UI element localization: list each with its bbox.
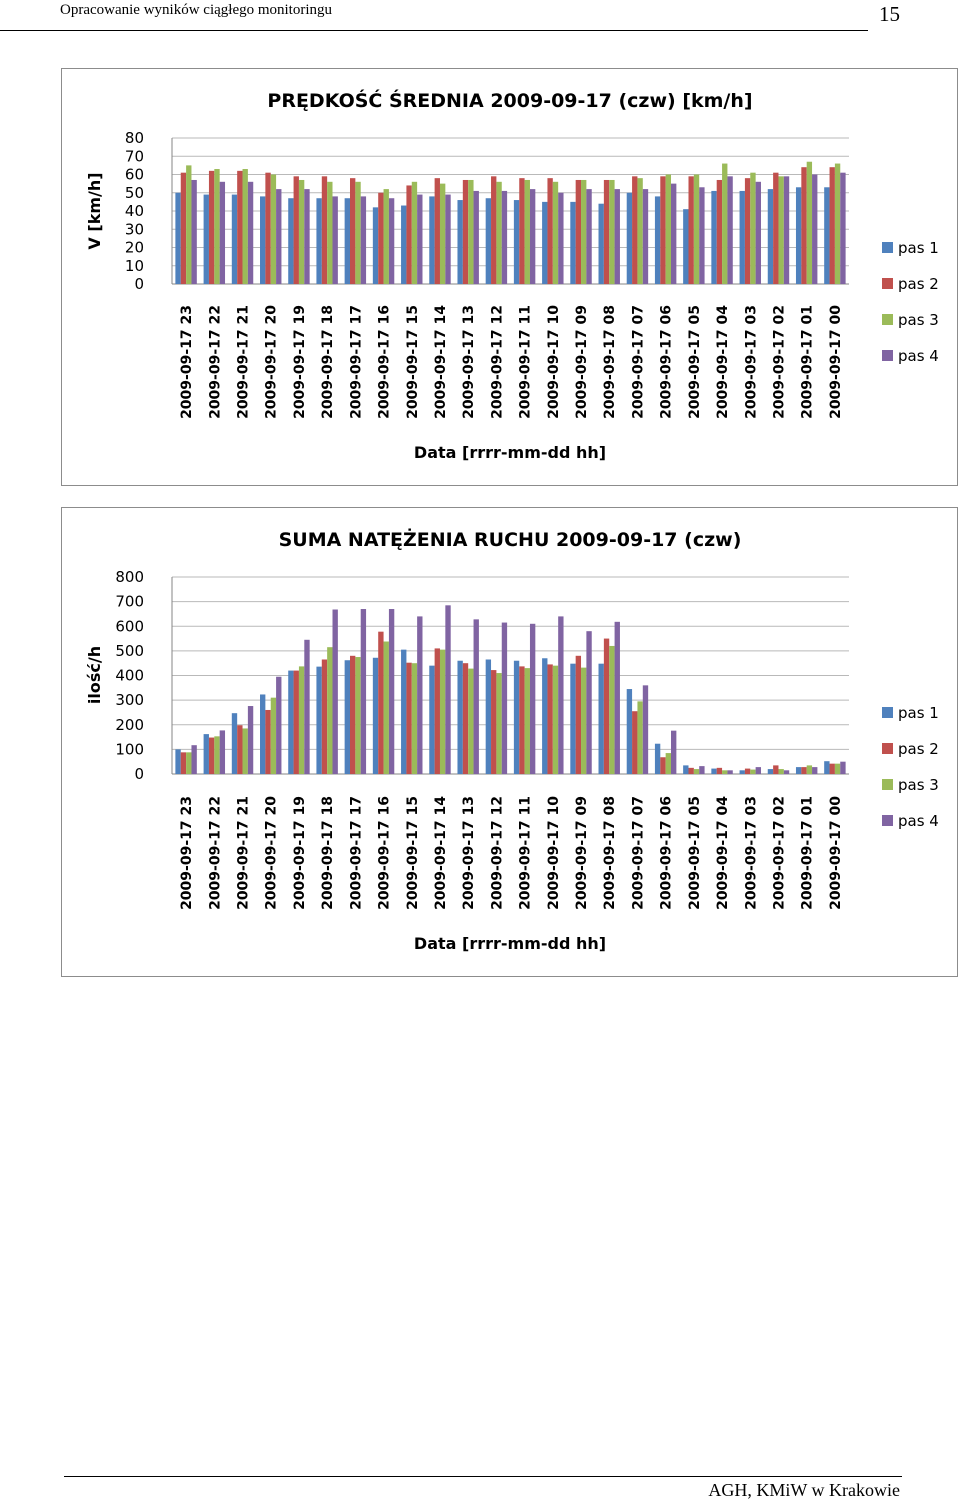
x-tick-label: 2009-09-17 15 (404, 305, 421, 419)
bar-pas4 (220, 182, 225, 284)
bar-pas3 (666, 753, 671, 774)
bar-pas2 (350, 656, 355, 774)
bar-pas1 (486, 659, 491, 774)
legend-label: pas 2 (898, 275, 939, 293)
bar-pas3 (384, 642, 389, 774)
bar-pas1 (486, 198, 491, 284)
x-tick-label: 2009-09-17 06 (658, 796, 675, 910)
bar-pas4 (671, 731, 676, 774)
bar-pas2 (576, 180, 581, 284)
bar-pas2 (350, 178, 355, 284)
legend-swatch (882, 278, 893, 289)
bar-pas4 (474, 191, 479, 284)
bar-pas1 (824, 187, 829, 284)
bar-pas4 (417, 616, 422, 774)
x-tick-label: 2009-09-17 10 (545, 305, 562, 419)
bar-pas1 (429, 196, 434, 284)
bar-pas3 (412, 182, 417, 284)
x-tick-label: 2009-09-17 19 (291, 796, 308, 910)
bar-pas2 (745, 178, 750, 284)
bar-pas3 (637, 701, 642, 774)
x-tick-label: 2009-09-17 12 (489, 796, 506, 910)
bar-pas3 (722, 770, 727, 774)
bar-pas3 (327, 182, 332, 284)
bar-pas4 (840, 762, 845, 774)
bar-pas1 (457, 200, 462, 284)
x-tick-label: 2009-09-17 10 (545, 796, 562, 910)
bar-pas3 (722, 164, 727, 284)
bar-pas2 (322, 659, 327, 774)
bar-pas3 (214, 169, 219, 284)
x-tick-label: 2009-09-17 13 (461, 305, 478, 419)
x-tick-label: 2009-09-17 20 (263, 305, 280, 419)
bar-pas4 (361, 196, 366, 284)
legend-label: pas 1 (898, 704, 939, 722)
bar-pas4 (445, 605, 450, 774)
x-tick-label: 2009-09-17 14 (432, 796, 449, 910)
x-tick-label: 2009-09-17 07 (630, 305, 647, 419)
x-tick-label: 2009-09-17 13 (461, 796, 478, 910)
bar-pas2 (830, 167, 835, 284)
bar-pas1 (796, 767, 801, 774)
bar-pas1 (599, 664, 604, 774)
header-title: Opracowanie wyników ciągłego monitoringu (60, 2, 333, 18)
legend-label: pas 1 (898, 239, 939, 257)
y-tick-label: 700 (115, 592, 144, 611)
bar-pas4 (615, 622, 620, 774)
bar-pas3 (496, 673, 501, 774)
bar-pas1 (824, 761, 829, 774)
bar-pas1 (683, 209, 688, 284)
y-tick-label: 200 (115, 715, 144, 734)
bar-pas2 (745, 769, 750, 774)
y-tick-label: 80 (124, 129, 144, 147)
bar-pas4 (784, 176, 789, 284)
bar-pas2 (435, 178, 440, 284)
bar-pas2 (688, 176, 693, 284)
bar-pas3 (553, 182, 558, 284)
bar-pas1 (429, 666, 434, 774)
bar-pas4 (643, 189, 648, 284)
bar-pas3 (694, 769, 699, 774)
bar-pas3 (694, 175, 699, 285)
legend-swatch (882, 779, 893, 790)
x-tick-label: 2009-09-17 16 (376, 796, 393, 910)
bar-pas2 (463, 180, 468, 284)
bar-pas3 (553, 666, 558, 774)
x-tick-label: 2009-09-17 01 (799, 796, 816, 910)
bar-pas3 (750, 770, 755, 774)
bar-pas1 (514, 200, 519, 284)
bar-pas4 (474, 619, 479, 774)
bar-pas3 (327, 647, 332, 774)
legend-swatch (882, 350, 893, 361)
y-tick-label: 40 (124, 202, 144, 220)
y-tick-label: 0 (134, 765, 144, 783)
bar-pas2 (604, 180, 609, 284)
bar-pas4 (191, 745, 196, 774)
x-tick-label: 2009-09-17 23 (179, 796, 196, 910)
bar-pas1 (514, 661, 519, 774)
bar-pas1 (345, 198, 350, 284)
x-tick-label: 2009-09-17 00 (827, 305, 844, 419)
x-tick-label: 2009-09-17 04 (715, 796, 732, 910)
bar-pas4 (361, 609, 366, 774)
speed-chart (62, 69, 959, 487)
bar-pas4 (812, 767, 817, 774)
y-tick-label: 70 (124, 147, 144, 166)
x-tick-label: 2009-09-17 08 (602, 305, 619, 419)
bar-pas3 (581, 668, 586, 774)
y-tick-label: 10 (124, 256, 144, 275)
bar-pas1 (570, 202, 575, 284)
x-tick-label: 2009-09-17 04 (715, 305, 732, 419)
x-tick-label: 2009-09-17 00 (827, 796, 844, 910)
bar-pas2 (491, 670, 496, 774)
x-tick-label: 2009-09-17 03 (743, 796, 760, 910)
bar-pas4 (840, 173, 845, 284)
bar-pas1 (288, 671, 293, 774)
bar-pas2 (378, 193, 383, 284)
legend-label: pas 3 (898, 311, 939, 329)
bar-pas2 (773, 173, 778, 284)
x-tick-label: 2009-09-17 05 (686, 796, 703, 910)
bar-pas1 (711, 191, 716, 284)
legend-label: pas 2 (898, 740, 939, 758)
x-tick-label: 2009-09-17 14 (432, 305, 449, 419)
bar-pas2 (632, 176, 637, 284)
bar-pas3 (581, 180, 586, 284)
legend-label: pas 4 (898, 347, 939, 365)
bar-pas4 (756, 767, 761, 774)
bar-pas2 (801, 167, 806, 284)
bar-pas4 (643, 685, 648, 774)
bar-pas4 (784, 770, 789, 774)
bar-pas3 (384, 189, 389, 284)
bar-pas1 (740, 191, 745, 284)
bar-pas4 (333, 610, 338, 774)
x-tick-label: 2009-09-17 12 (489, 305, 506, 419)
x-tick-label: 2009-09-17 20 (263, 796, 280, 910)
bar-pas4 (502, 191, 507, 284)
bar-pas1 (232, 713, 237, 774)
bar-pas3 (271, 698, 276, 774)
bar-pas4 (699, 766, 704, 774)
y-tick-label: 50 (124, 183, 144, 202)
x-tick-label: 2009-09-17 02 (771, 796, 788, 910)
footer-text: AGH, KMiW w Krakowie (708, 1480, 900, 1500)
x-tick-label: 2009-09-17 01 (799, 305, 816, 419)
bar-pas3 (496, 182, 501, 284)
bar-pas2 (294, 671, 299, 774)
y-tick-label: 0 (134, 275, 144, 293)
bar-pas3 (440, 650, 445, 774)
x-tick-label: 2009-09-17 17 (348, 796, 365, 910)
bar-pas3 (525, 180, 530, 284)
y-tick-label: 600 (115, 617, 144, 636)
y-tick-label: 30 (124, 220, 144, 239)
bar-pas3 (666, 175, 671, 285)
bar-pas1 (288, 198, 293, 284)
bar-pas2 (237, 725, 242, 774)
bar-pas2 (519, 666, 524, 774)
bar-pas2 (660, 176, 665, 284)
bar-pas2 (406, 663, 411, 774)
x-tick-label: 2009-09-17 09 (574, 305, 591, 419)
bar-pas4 (558, 193, 563, 284)
bar-pas4 (191, 180, 196, 284)
bar-pas2 (463, 663, 468, 774)
bar-pas4 (727, 176, 732, 284)
bar-pas4 (304, 640, 309, 774)
x-axis-label: Data [rrrr-mm-dd hh] (413, 934, 607, 953)
bar-pas3 (299, 180, 304, 284)
bar-pas1 (768, 769, 773, 774)
bar-pas1 (740, 770, 745, 774)
bar-pas2 (265, 710, 270, 774)
y-tick-label: 400 (115, 666, 144, 685)
bar-pas1 (401, 206, 406, 284)
bar-pas1 (316, 667, 321, 774)
bar-pas4 (417, 195, 422, 284)
bar-pas4 (220, 730, 225, 774)
bar-pas3 (186, 165, 191, 284)
bar-pas3 (609, 646, 614, 774)
y-tick-label: 100 (115, 740, 144, 759)
x-tick-label: 2009-09-17 18 (320, 796, 337, 910)
y-tick-label: 60 (124, 165, 144, 184)
bar-pas3 (243, 728, 248, 774)
chart-title: SUMA NATĘŻENIA RUCHU 2009-09-17 (czw) (278, 529, 742, 551)
bar-pas4 (586, 189, 591, 284)
bar-pas1 (542, 202, 547, 284)
page-header (0, 0, 960, 32)
x-tick-label: 2009-09-17 11 (517, 304, 534, 419)
x-tick-label: 2009-09-17 06 (658, 305, 675, 419)
bar-pas1 (316, 198, 321, 284)
bar-pas3 (778, 769, 783, 774)
bar-pas2 (209, 738, 214, 774)
x-tick-label: 2009-09-17 07 (630, 796, 647, 910)
x-tick-label: 2009-09-17 03 (743, 305, 760, 419)
speed-chart-frame (61, 68, 958, 486)
x-tick-label: 2009-09-17 15 (404, 796, 421, 910)
x-tick-label: 2009-09-17 19 (291, 305, 308, 419)
x-tick-label: 2009-09-17 17 (348, 305, 365, 419)
bar-pas2 (181, 752, 186, 774)
bar-pas3 (186, 752, 191, 774)
bar-pas2 (773, 765, 778, 774)
legend-swatch (882, 707, 893, 718)
bar-pas1 (175, 749, 180, 774)
bar-pas4 (671, 184, 676, 284)
bar-pas2 (294, 176, 299, 284)
bar-pas3 (835, 764, 840, 774)
bar-pas1 (232, 195, 237, 284)
bar-pas3 (214, 736, 219, 774)
bar-pas4 (389, 198, 394, 284)
legend-swatch (882, 743, 893, 754)
y-tick-label: 500 (115, 641, 144, 660)
bar-pas2 (830, 764, 835, 774)
bar-pas3 (243, 169, 248, 284)
footer-rule (64, 1476, 902, 1477)
x-tick-label: 2009-09-17 21 (235, 305, 252, 419)
bar-pas2 (604, 639, 609, 774)
bar-pas3 (468, 669, 473, 774)
bar-pas3 (440, 184, 445, 284)
y-tick-label: 800 (115, 568, 144, 586)
bar-pas2 (237, 171, 242, 284)
x-tick-label: 2009-09-17 16 (376, 305, 393, 419)
bar-pas1 (655, 744, 660, 774)
bar-pas4 (445, 195, 450, 284)
bar-pas1 (373, 207, 378, 284)
bar-pas4 (389, 609, 394, 774)
x-tick-label: 2009-09-17 05 (686, 305, 703, 419)
bar-pas1 (768, 189, 773, 284)
bar-pas1 (542, 658, 547, 774)
bar-pas1 (373, 658, 378, 774)
x-tick-label: 2009-09-17 21 (235, 796, 252, 910)
bar-pas1 (401, 650, 406, 774)
legend-swatch (882, 314, 893, 325)
bar-pas3 (807, 162, 812, 284)
bar-pas4 (812, 175, 817, 285)
bar-pas3 (637, 178, 642, 284)
bar-pas2 (378, 632, 383, 774)
bar-pas3 (609, 180, 614, 284)
legend-label: pas 3 (898, 776, 939, 794)
bar-pas4 (586, 631, 591, 774)
x-tick-label: 2009-09-17 02 (771, 305, 788, 419)
y-tick-label: 300 (115, 691, 144, 710)
x-tick-label: 2009-09-17 18 (320, 305, 337, 419)
bar-pas4 (248, 182, 253, 284)
legend-label: pas 4 (898, 812, 939, 830)
bar-pas1 (627, 689, 632, 774)
bar-pas4 (502, 623, 507, 774)
header-rule (0, 30, 868, 31)
bar-pas3 (412, 663, 417, 774)
bar-pas3 (271, 175, 276, 285)
bar-pas1 (599, 204, 604, 284)
x-tick-label: 2009-09-17 08 (602, 796, 619, 910)
bar-pas4 (333, 196, 338, 284)
y-axis-label: ilość/h (85, 645, 104, 705)
bar-pas2 (632, 711, 637, 774)
bar-pas1 (457, 661, 462, 774)
bar-pas2 (717, 768, 722, 774)
x-tick-label: 2009-09-17 22 (207, 305, 224, 419)
bar-pas2 (406, 185, 411, 284)
bar-pas1 (204, 195, 209, 284)
bar-pas1 (627, 193, 632, 284)
x-tick-label: 2009-09-17 09 (574, 796, 591, 910)
bar-pas2 (491, 176, 496, 284)
bar-pas2 (265, 173, 270, 284)
bar-pas2 (435, 648, 440, 774)
bar-pas1 (260, 196, 265, 284)
bar-pas1 (345, 660, 350, 774)
bar-pas2 (801, 767, 806, 774)
bar-pas2 (660, 757, 665, 774)
bar-pas4 (276, 189, 281, 284)
bar-pas2 (576, 656, 581, 774)
chart-title: PRĘDKOŚĆ ŚREDNIA 2009-09-17 (czw) [km/h] (267, 90, 753, 112)
bar-pas3 (750, 173, 755, 284)
bar-pas2 (688, 768, 693, 774)
bar-pas2 (209, 171, 214, 284)
bar-pas2 (322, 176, 327, 284)
bar-pas4 (276, 677, 281, 774)
bar-pas1 (570, 664, 575, 774)
bar-pas4 (615, 189, 620, 284)
x-axis-label: Data [rrrr-mm-dd hh] (413, 443, 607, 462)
bar-pas1 (655, 196, 660, 284)
bar-pas4 (530, 624, 535, 774)
bar-pas1 (175, 193, 180, 284)
bar-pas3 (778, 176, 783, 284)
y-tick-label: 20 (124, 238, 144, 257)
bar-pas2 (181, 173, 186, 284)
legend-swatch (882, 815, 893, 826)
bar-pas4 (558, 616, 563, 774)
x-tick-label: 2009-09-17 11 (517, 796, 534, 910)
volume-chart (62, 508, 959, 978)
bar-pas1 (683, 765, 688, 774)
page-footer (0, 1470, 960, 1503)
bar-pas3 (299, 666, 304, 774)
legend-swatch (882, 242, 893, 253)
x-tick-label: 2009-09-17 23 (179, 305, 196, 419)
bar-pas4 (304, 189, 309, 284)
bar-pas1 (711, 769, 716, 774)
bar-pas4 (699, 187, 704, 284)
bar-pas3 (807, 765, 812, 774)
bar-pas2 (547, 664, 552, 774)
bar-pas2 (717, 180, 722, 284)
page-number: 15 (879, 2, 900, 26)
bar-pas3 (355, 657, 360, 774)
bar-pas4 (530, 189, 535, 284)
bar-pas4 (727, 770, 732, 774)
y-axis-label: V [km/h] (85, 172, 104, 250)
x-tick-label: 2009-09-17 22 (207, 796, 224, 910)
bar-pas4 (756, 182, 761, 284)
bar-pas3 (835, 164, 840, 284)
bar-pas3 (468, 180, 473, 284)
bar-pas2 (547, 178, 552, 284)
bar-pas1 (260, 694, 265, 774)
volume-chart-frame (61, 507, 958, 977)
bar-pas1 (796, 187, 801, 284)
bar-pas1 (204, 734, 209, 774)
bar-pas4 (248, 706, 253, 774)
bar-pas2 (519, 178, 524, 284)
bar-pas3 (525, 668, 530, 774)
bar-pas3 (355, 182, 360, 284)
